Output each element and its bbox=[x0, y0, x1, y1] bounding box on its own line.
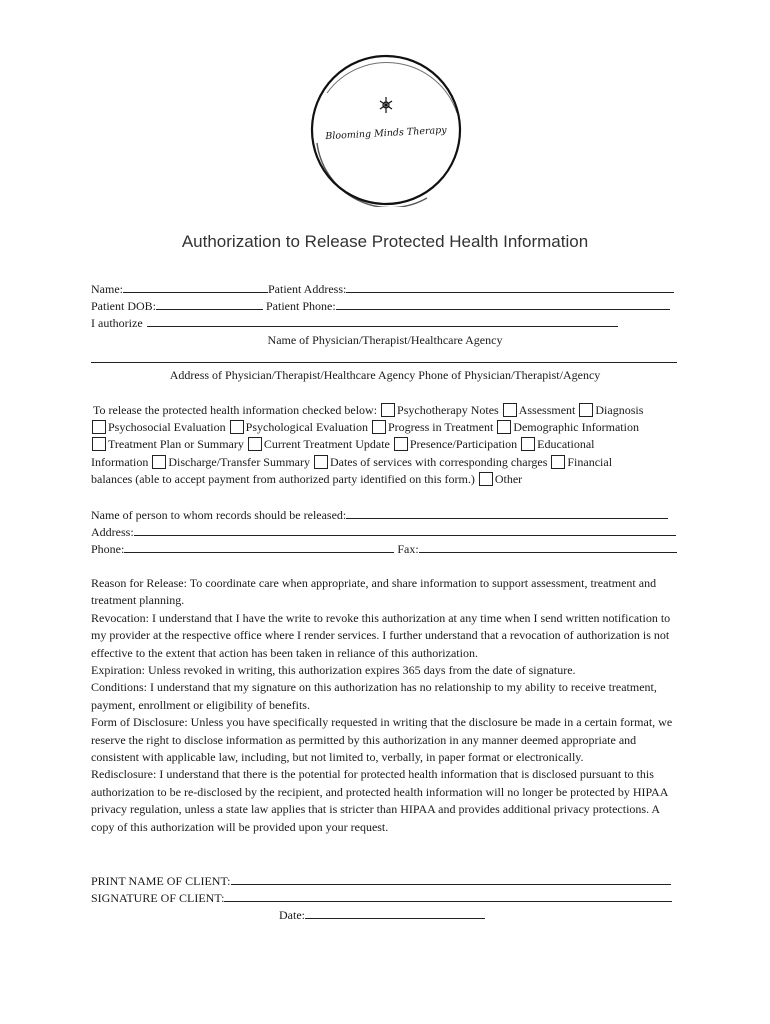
authorize-row bbox=[91, 315, 618, 332]
recipient-phone-field[interactable] bbox=[124, 541, 394, 553]
checkbox-dates-of-services[interactable] bbox=[314, 455, 328, 469]
release-row-4 bbox=[91, 454, 612, 471]
checkbox-psychological-evaluation[interactable] bbox=[230, 420, 244, 434]
checkbox-current-treatment-update[interactable] bbox=[248, 437, 262, 451]
print-name-row bbox=[91, 873, 671, 890]
label-progress-in-treatment: Progress in Treatment bbox=[387, 420, 494, 434]
patient-name-label: Name: bbox=[91, 282, 123, 296]
checkbox-financial-balances[interactable] bbox=[551, 455, 565, 469]
label-diagnosis: Diagnosis bbox=[595, 403, 644, 417]
release-row-3 bbox=[91, 436, 594, 453]
release-intro: To release the protected health information checked below: bbox=[93, 403, 378, 417]
patient-dob-field[interactable] bbox=[156, 298, 263, 310]
signature-label: SIGNATURE OF CLIENT: bbox=[91, 891, 225, 905]
label-educational: Educational bbox=[537, 437, 595, 451]
conditions-text: Conditions: I understand that my signature on this authorization has no relationship to my ability to receive treatment, payment, enrollment or eligibility of benefits. bbox=[91, 680, 657, 712]
recipient-fax-label: Fax: bbox=[397, 542, 419, 556]
recipient-phone-label: Phone: bbox=[91, 542, 125, 556]
agency-address-field[interactable] bbox=[91, 362, 677, 363]
recipient-address-row bbox=[91, 524, 676, 541]
checkbox-demographic-information[interactable] bbox=[497, 420, 511, 434]
recipient-name-row bbox=[91, 507, 668, 524]
label-current-treatment-update: Current Treatment Update bbox=[263, 437, 390, 451]
label-treatment-plan: Treatment Plan or Summary bbox=[108, 437, 244, 451]
recipient-address-field[interactable] bbox=[134, 524, 676, 536]
date-label: Date: bbox=[279, 908, 305, 922]
recipient-fax-field[interactable] bbox=[419, 541, 677, 553]
checkbox-discharge-summary[interactable] bbox=[152, 455, 166, 469]
agency-address-caption: Address of Physician/Therapist/Healthcare Agency Phone of Physician/Therapist/Agency bbox=[169, 368, 601, 382]
label-assessment: Assessment bbox=[518, 403, 576, 417]
flower-icon bbox=[376, 95, 396, 115]
patient-dob-row bbox=[91, 298, 670, 315]
label-other: Other bbox=[494, 472, 523, 486]
checkbox-diagnosis[interactable] bbox=[579, 403, 593, 417]
agency-caption: Name of Physician/Therapist/Healthcare Agency bbox=[267, 333, 503, 347]
signature-row bbox=[91, 890, 672, 907]
checkbox-presence-participation[interactable] bbox=[394, 437, 408, 451]
patient-address-field[interactable] bbox=[346, 281, 674, 293]
checkbox-psychosocial-evaluation[interactable] bbox=[92, 420, 106, 434]
label-financial: Financial bbox=[567, 455, 613, 469]
patient-address-label: Patient Address: bbox=[268, 282, 347, 296]
checkbox-progress-in-treatment[interactable] bbox=[372, 420, 386, 434]
reason-text: Reason for Release: To coordinate care when appropriate, and share information to support assessment, treatment and treatment planning. bbox=[91, 576, 657, 608]
signature-field[interactable] bbox=[224, 890, 672, 902]
print-name-field[interactable] bbox=[231, 873, 671, 885]
terms-block bbox=[91, 575, 681, 836]
print-name-label: PRINT NAME OF CLIENT: bbox=[91, 874, 231, 888]
release-row-2 bbox=[91, 419, 639, 436]
checkbox-psychotherapy-notes[interactable] bbox=[381, 403, 395, 417]
recipient-name-field[interactable] bbox=[346, 507, 668, 519]
recipient-phone-row bbox=[91, 541, 677, 558]
page-title: Authorization to Release Protected Health Information bbox=[181, 232, 589, 251]
redisclosure-text: Redisclosure: I understand that there is the potential for protected health information that is disclosed pursuant to this authorization to be re-disclosed by the recipient, and protected health information will no longer be protected by HIPAA privacy regulation, unless a state law applies that is stricter than HIPAA and provides additional privacy protections. A copy of this authorization will be provided upon your request. bbox=[91, 767, 668, 834]
label-psychosocial-evaluation: Psychosocial Evaluation bbox=[108, 420, 226, 434]
disclosure-text: Form of Disclosure: Unless you have specifically requested in writing that the disclosure be made in a certain format, we reserve the right to disclose information as permitted by this authorization in any manner deemed appropriate and consistent with applicable law, including, but not limited to, verbally, in paper format or electronically. bbox=[91, 715, 673, 765]
recipient-address-label: Address: bbox=[91, 525, 134, 539]
checkbox-other[interactable] bbox=[479, 472, 493, 486]
patient-name-field[interactable] bbox=[123, 281, 268, 293]
release-row-1 bbox=[93, 402, 643, 419]
date-field[interactable] bbox=[305, 907, 485, 919]
label-psychotherapy-notes: Psychotherapy Notes bbox=[397, 403, 499, 417]
revocation-text: Revocation: I understand that I have the write to revoke this authorization at any time when I send written notification to my provider at the respective office where I render services. I further understand that a revocation of authorization is not effective to the extent that action has been taken in reliance of this authorization. bbox=[91, 610, 671, 660]
logo-brand-text: Blooming Minds Therapy bbox=[325, 124, 447, 143]
checkbox-educational-information[interactable] bbox=[521, 437, 535, 451]
date-row bbox=[279, 907, 485, 924]
label-presence-participation: Presence/Participation bbox=[409, 437, 518, 451]
authorize-agency-field[interactable] bbox=[147, 315, 618, 327]
patient-name-row bbox=[91, 281, 674, 298]
patient-phone-label: Patient Phone: bbox=[266, 299, 336, 313]
label-financial-cont: balances (able to accept payment from authorized party identified on this form.) bbox=[91, 472, 475, 486]
patient-dob-label: Patient DOB: bbox=[91, 299, 156, 313]
label-educational-cont: Information bbox=[91, 455, 149, 469]
release-row-5 bbox=[91, 471, 522, 488]
recipient-name-label: Name of person to whom records should be released: bbox=[91, 508, 347, 522]
label-discharge-summary: Discharge/Transfer Summary bbox=[168, 455, 310, 469]
label-psychological-evaluation: Psychological Evaluation bbox=[245, 420, 368, 434]
patient-phone-field[interactable] bbox=[336, 298, 670, 310]
checkbox-treatment-plan[interactable] bbox=[92, 437, 106, 451]
label-demographic-information: Demographic Information bbox=[513, 420, 639, 434]
expiration-text: Expiration: Unless revoked in writing, this authorization expires 365 days from the date of signature. bbox=[91, 663, 576, 678]
label-dates-of-services: Dates of services with corresponding charges bbox=[329, 455, 548, 469]
logo bbox=[307, 53, 465, 207]
checkbox-assessment[interactable] bbox=[503, 403, 517, 417]
authorize-label: I authorize bbox=[91, 316, 143, 330]
